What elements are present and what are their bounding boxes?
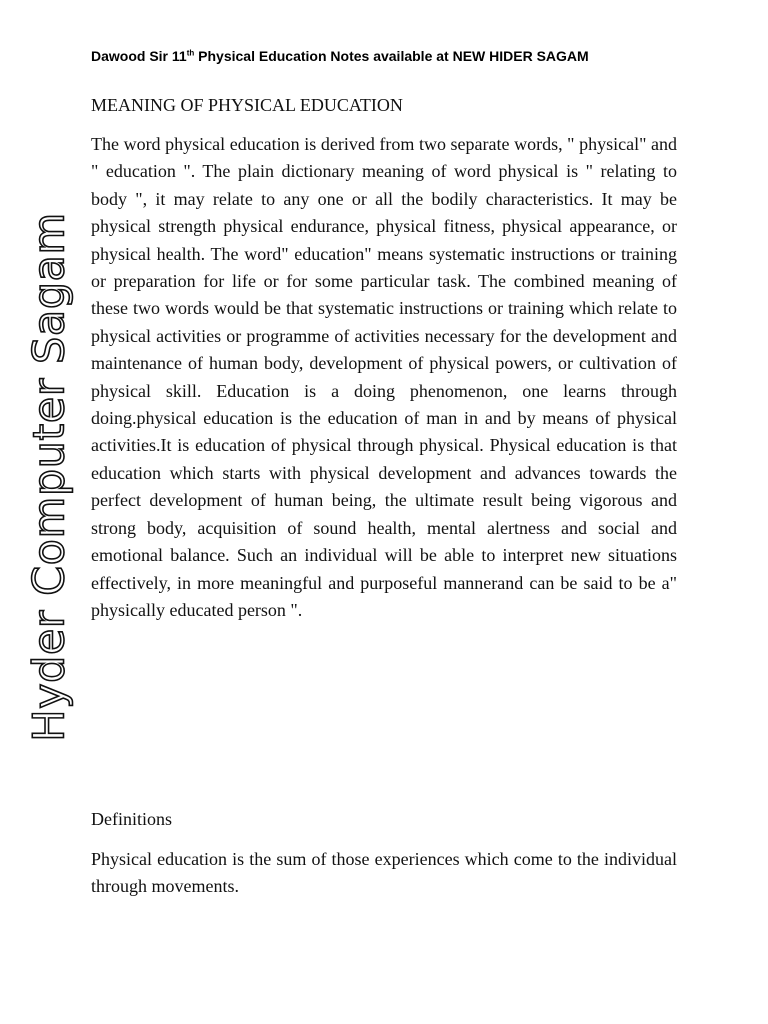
header-superscript: th xyxy=(186,48,195,58)
definitions-heading: Definitions xyxy=(91,809,172,829)
definition-paragraph: Physical education is the sum of those experiences which come to the individual through movements. xyxy=(91,849,677,897)
page-header xyxy=(91,46,589,66)
meaning-paragraph: The word physical education is derived from two separate words, " physical" and " education ". The plain dictionary meaning of word physical is " relating to body ", it may relate to any one or all the bodily characteristics. It may be physical strength physical endurance, physical fitness, physical appearance, or physical health. The word" education" means systematic instructions or training or preparation for life or for some particular task. The combined meaning of these two words would be that systematic instructions or training which relate to physical activities or programme of activities necessary for the development and maintenance of human body, development of physical powers, or cultivation of physical skill. Education is a doing phenomenon, one learns through doing.physical education is the education of man in and by means of physical activities.It is education of physical through physical. Physical education is that education which starts with physical development and advances towards the perfect development of human being, the ultimate result being vigorous and strong body, acquisition of sound health, mental alertness and social and emotional balance. Such an individual will be able to interpret new situations effectively, in more meaningful and purposeful mannerand can be said to be a" physically educated person ". xyxy=(91,134,677,620)
header-suffix: Physical Education Notes available at NEW HIDER SAGAM xyxy=(194,48,589,64)
watermark: Hyder Computer Sagam xyxy=(24,212,75,742)
section-title: MEANING OF PHYSICAL EDUCATION xyxy=(91,95,403,115)
header-prefix: Dawood Sir 11 xyxy=(91,48,187,64)
